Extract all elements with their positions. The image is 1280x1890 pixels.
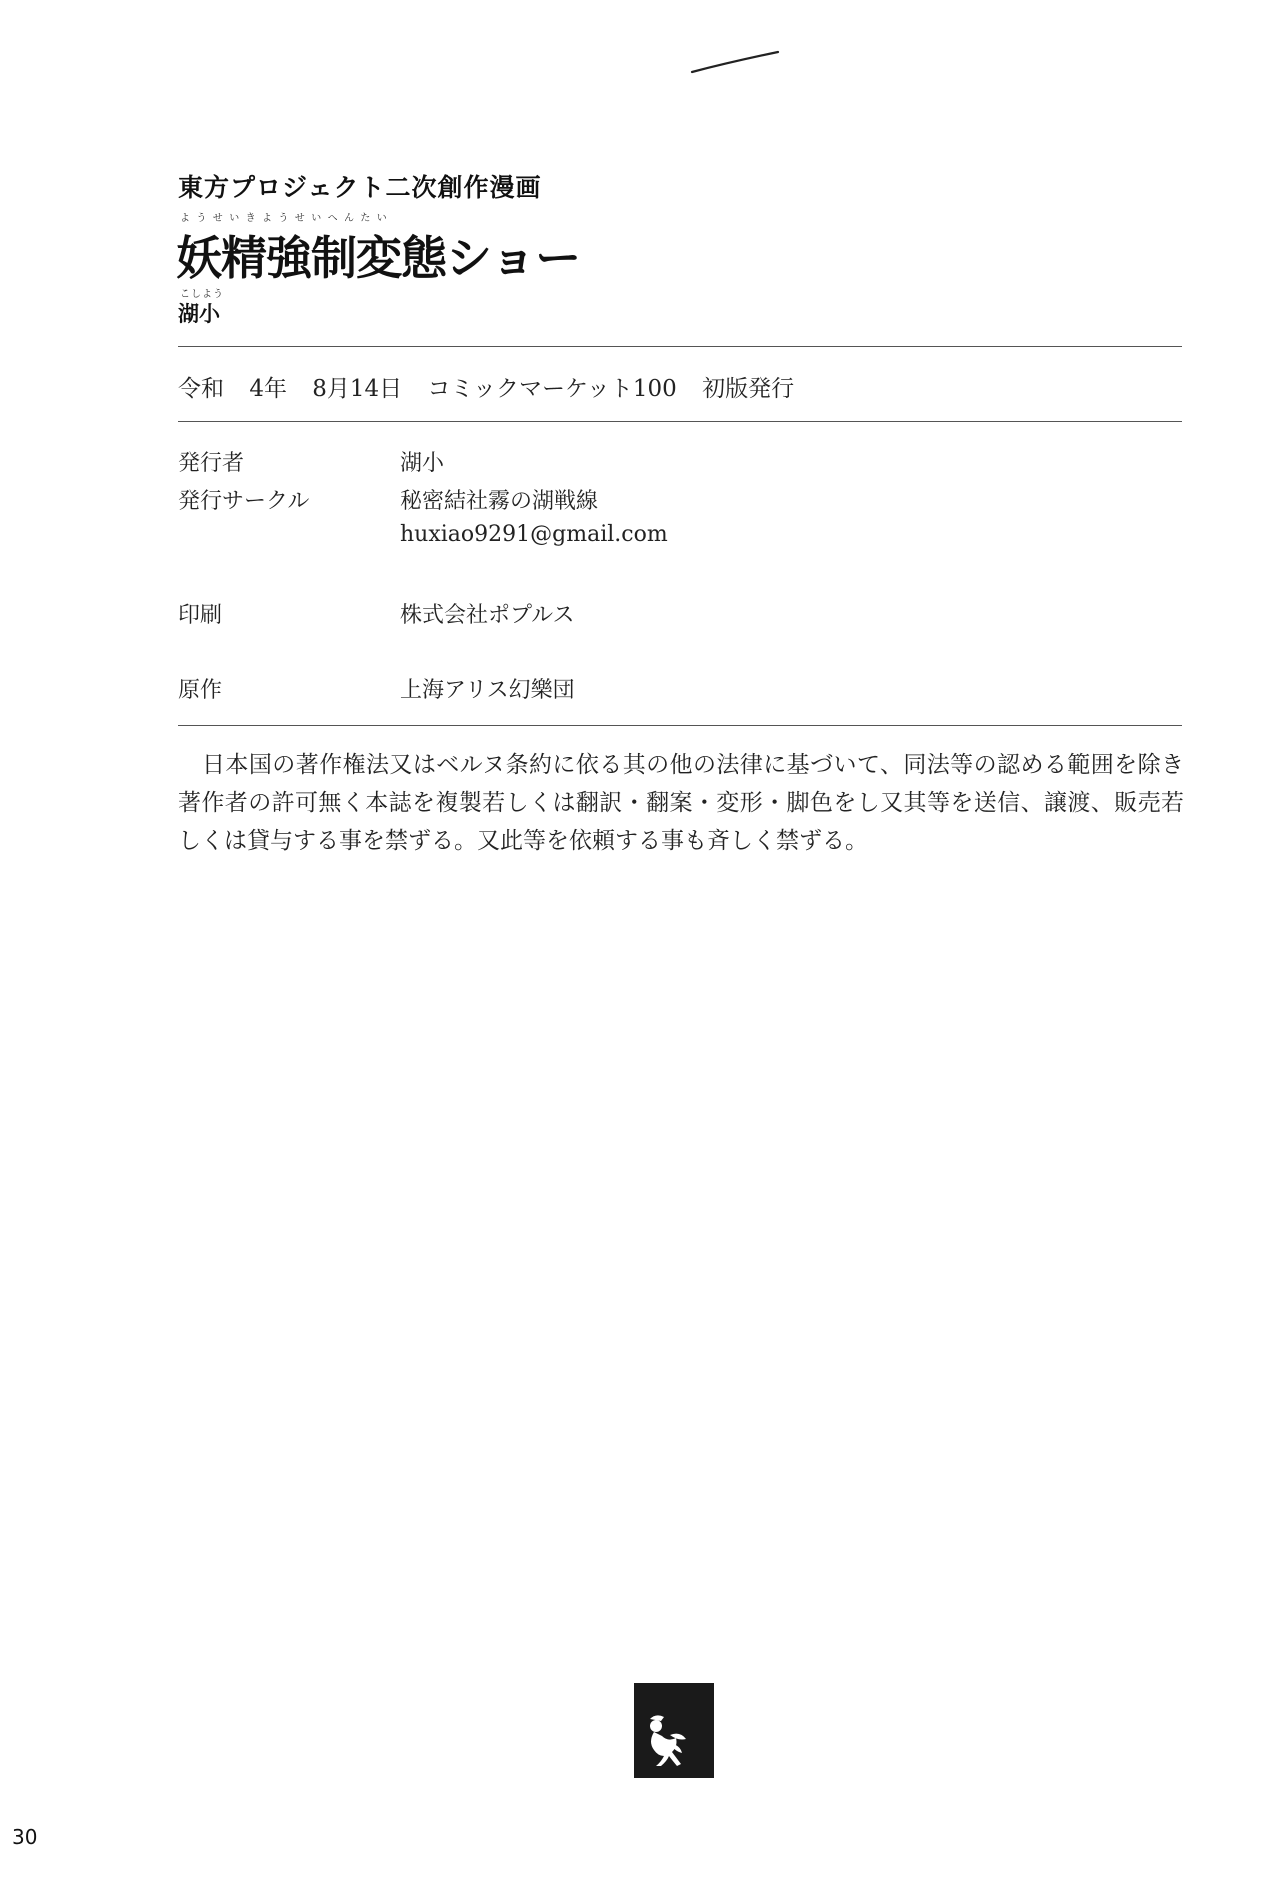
circle-value: 秘密結社霧の湖戦線 [400, 489, 599, 514]
author-ruby: こしよう [180, 289, 224, 300]
divider-bottom [178, 725, 1182, 726]
page-number: 30 [12, 1825, 38, 1849]
original-work-value: 上海アリス幻樂団 [400, 678, 575, 703]
publication-date: 8月14日 [312, 376, 403, 402]
circle-label: 発行サークル [178, 489, 310, 514]
divider-middle [178, 421, 1182, 422]
publication-year: 4年 [249, 376, 287, 402]
publication-event: コミックマーケット100 [427, 376, 677, 402]
original-work-label: 原作 [178, 678, 223, 703]
divider-top [178, 346, 1182, 347]
book-title: 妖精強制変態ショー [176, 231, 581, 285]
pen-stroke-mark [690, 48, 780, 78]
series-heading: 東方プロジェクト二次創作漫画 [178, 173, 542, 202]
printer-label: 印刷 [178, 603, 223, 628]
publication-line [178, 370, 812, 403]
fairy-silhouette-icon [634, 1683, 714, 1778]
printer-value: 株式会社ポプルス [400, 603, 575, 628]
publisher-value: 湖小 [400, 451, 445, 476]
circle-logo [634, 1683, 714, 1778]
publication-edition: 初版発行 [702, 376, 795, 402]
publisher-label: 発行者 [178, 451, 245, 476]
author-name: 湖小 [178, 302, 220, 326]
publication-era: 令和 [178, 376, 224, 402]
title-ruby: ようせいきようせいへんたい [180, 213, 394, 224]
copyright-notice: 日本国の著作権法又はベルヌ条約に依る其の他の法律に基づいて、同法等の認める範囲を除き著作者の許可無く本誌を複製若しくは翻訳・翻案・変形・脚色をし又其等を送信、譲渡、販売若しくは貸与する事を禁ずる。又此等を依頼する事も斉しく禁ずる。 [178, 752, 1185, 854]
contact-email: huxiao9291@gmail.com [400, 522, 668, 547]
